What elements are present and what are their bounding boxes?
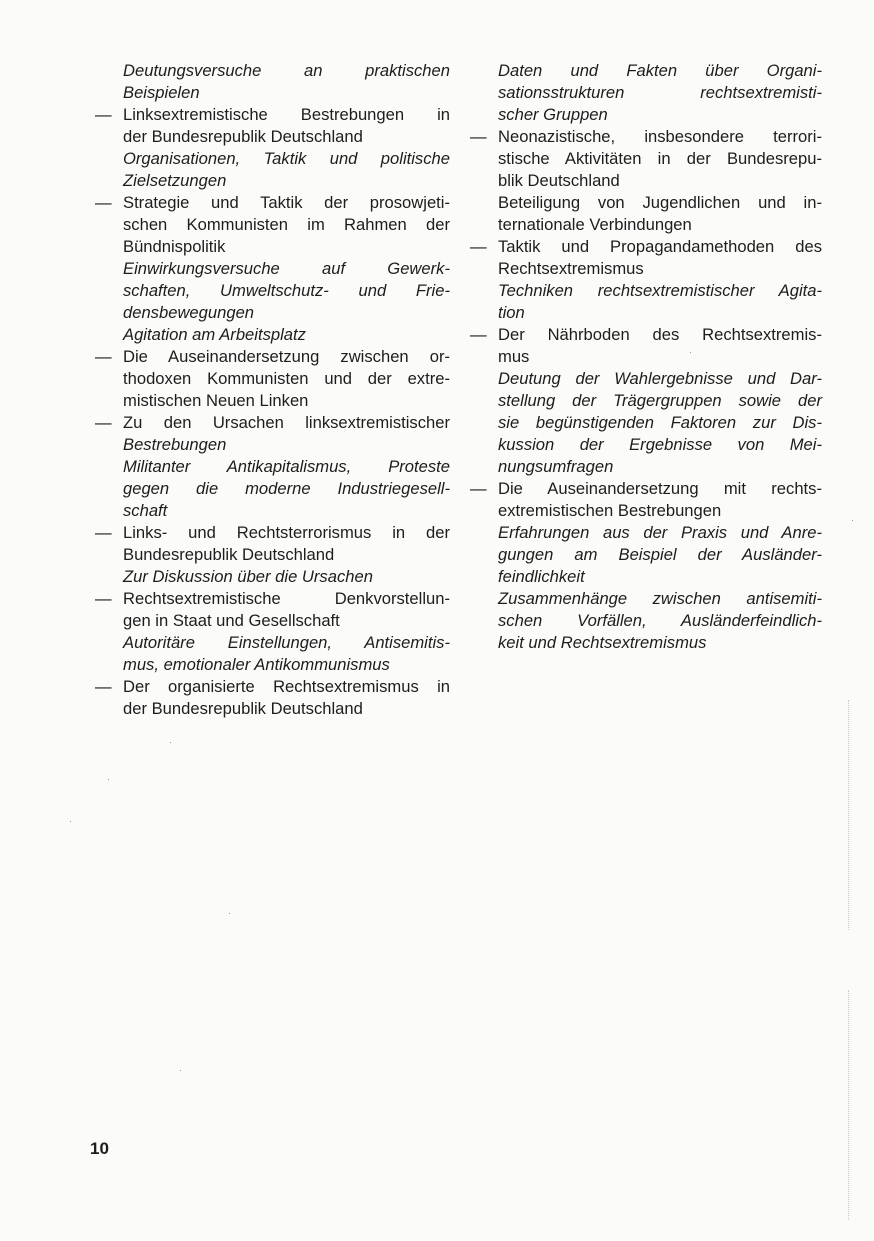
text-line xyxy=(470,346,822,368)
text-line xyxy=(470,280,822,302)
topic-text: blik Deutschland xyxy=(498,171,620,190)
scan-edge-dots xyxy=(848,990,850,1220)
topic-text: Neonazistische, insbesondere terrori- xyxy=(498,127,822,146)
list-dash: — xyxy=(95,347,112,366)
text-line xyxy=(470,610,822,632)
text-line xyxy=(470,456,822,478)
subtopic-text: schen Vorfällen, Ausländerfeindlich- xyxy=(498,611,822,630)
text-line xyxy=(95,258,450,280)
subtopic-text: nungsumfragen xyxy=(498,457,614,476)
topic-text: Rechtsextremismus xyxy=(498,259,644,278)
text-line xyxy=(95,60,450,82)
topic-text: thodoxen Kommunisten und der extre- xyxy=(123,369,450,388)
topic-text: Strategie und Taktik der prosowjeti- xyxy=(123,193,450,212)
topic-text: Taktik und Propagandamethoden des xyxy=(498,237,822,256)
topic-text: Die Auseinandersetzung zwischen or- xyxy=(123,347,450,366)
subtopic-text: scher Gruppen xyxy=(498,105,608,124)
text-line xyxy=(470,302,822,324)
subtopic-text: densbewegungen xyxy=(123,303,255,322)
subtopic-text: gungen am Beispiel der Ausländer- xyxy=(498,545,822,564)
topic-text: Linksextremistische Bestrebungen in xyxy=(123,105,450,124)
text-line xyxy=(95,368,450,390)
subtopic-text: Beispielen xyxy=(123,83,200,102)
text-line xyxy=(95,192,450,214)
topic-text: Zu den Ursachen linksextremistischer xyxy=(123,413,450,432)
topic-text: der Bundesrepublik Deutschland xyxy=(123,699,363,718)
subtopic-text: Organisationen, Taktik und politische xyxy=(123,149,450,168)
subtopic-text: Deutung der Wahlergebnisse und Dar- xyxy=(498,369,822,388)
text-line xyxy=(95,456,450,478)
left-column xyxy=(95,60,450,720)
text-line xyxy=(470,126,822,148)
text-line xyxy=(470,324,822,346)
subtopic-text: sie begünstigenden Faktoren zur Dis- xyxy=(498,413,822,432)
topic-text: mus xyxy=(498,347,530,366)
topic-text: Der organisierte Rechtsextremismus in xyxy=(123,677,450,696)
text-line xyxy=(95,82,450,104)
text-line xyxy=(95,324,450,346)
text-line xyxy=(470,104,822,126)
subtopic-text: schaft xyxy=(123,501,168,520)
topic-text: Beteiligung von Jugendlichen und in- xyxy=(498,193,822,212)
text-line xyxy=(95,280,450,302)
text-line xyxy=(470,566,822,588)
scan-edge-dots xyxy=(848,700,850,930)
text-line xyxy=(470,478,822,500)
subtopic-text: Deutungsversuche an praktischen xyxy=(123,61,450,80)
subtopic-text: Techniken rechtsextremistischer Agita- xyxy=(498,281,822,300)
subtopic-text: tion xyxy=(498,303,525,322)
text-line xyxy=(95,698,450,720)
text-line xyxy=(470,170,822,192)
subtopic-text: schaften, Umweltschutz- und Frie- xyxy=(123,281,450,300)
subtopic-text: Einwirkungsversuche auf Gewerk- xyxy=(123,259,450,278)
topic-text: Bundesrepublik Deutschland xyxy=(123,545,335,564)
page-number: 10 xyxy=(90,1139,109,1158)
subtopic-text: stellung der Trägergruppen sowie der xyxy=(498,391,822,410)
text-line xyxy=(95,104,450,126)
topic-text: ternationale Verbindungen xyxy=(498,215,692,234)
text-line xyxy=(95,412,450,434)
text-line xyxy=(95,214,450,236)
subtopic-text: Militanter Antikapitalismus, Proteste xyxy=(123,457,450,476)
topic-text: Bündnispolitik xyxy=(123,237,226,256)
list-dash: — xyxy=(95,677,112,696)
text-line xyxy=(95,588,450,610)
list-dash: — xyxy=(95,193,112,212)
text-line xyxy=(470,390,822,412)
subtopic-text: Erfahrungen aus der Praxis und Anre- xyxy=(498,523,822,542)
text-line xyxy=(470,588,822,610)
topic-text: der Bundesrepublik Deutschland xyxy=(123,127,363,146)
topic-text: gen in Staat und Gesellschaft xyxy=(123,611,340,630)
topic-text: schen Kommunisten im Rahmen der xyxy=(123,215,450,234)
text-line xyxy=(470,82,822,104)
subtopic-text: Zusammenhänge zwischen antisemiti- xyxy=(498,589,822,608)
topic-text: mistischen Neuen Linken xyxy=(123,391,309,410)
text-line xyxy=(95,522,450,544)
text-line xyxy=(95,566,450,588)
text-line xyxy=(95,126,450,148)
text-line xyxy=(470,544,822,566)
subtopic-text: sationsstrukturen rechtsextremisti- xyxy=(498,83,822,102)
list-dash: — xyxy=(95,105,112,124)
subtopic-text: Daten und Fakten über Organi- xyxy=(498,61,822,80)
list-dash: — xyxy=(470,237,487,256)
topic-text: stische Aktivitäten in der Bundesrepu- xyxy=(498,149,822,168)
subtopic-text: Bestrebungen xyxy=(123,435,227,454)
subtopic-text: kussion der Ergebnisse von Mei- xyxy=(498,435,822,454)
text-line xyxy=(95,610,450,632)
text-line xyxy=(95,148,450,170)
topic-text: Der Nährboden des Rechtsextremis- xyxy=(498,325,822,344)
right-column xyxy=(470,60,822,654)
text-line xyxy=(95,434,450,456)
subtopic-text: Zur Diskussion über die Ursachen xyxy=(123,567,373,586)
list-dash: — xyxy=(470,127,487,146)
text-line xyxy=(95,236,450,258)
text-line xyxy=(95,654,450,676)
text-line xyxy=(470,192,822,214)
text-line xyxy=(470,368,822,390)
text-line xyxy=(470,258,822,280)
text-line xyxy=(95,500,450,522)
text-line xyxy=(95,544,450,566)
list-dash: — xyxy=(470,325,487,344)
text-line xyxy=(470,236,822,258)
subtopic-text: Zielsetzungen xyxy=(123,171,227,190)
text-line xyxy=(470,522,822,544)
topic-text: Die Auseinandersetzung mit rechts- xyxy=(498,479,822,498)
text-line xyxy=(470,148,822,170)
text-line xyxy=(95,478,450,500)
text-line xyxy=(470,434,822,456)
text-line xyxy=(470,632,822,654)
list-dash: — xyxy=(470,479,487,498)
subtopic-text: gegen die moderne Industriegesell- xyxy=(123,479,450,498)
text-line xyxy=(95,632,450,654)
subtopic-text: feindlichkeit xyxy=(498,567,585,586)
text-line xyxy=(95,676,450,698)
topic-text: Rechtsextremistische Denkvorstellun- xyxy=(123,589,450,608)
list-dash: — xyxy=(95,413,112,432)
text-line xyxy=(470,500,822,522)
subtopic-text: keit und Rechtsextremismus xyxy=(498,633,707,652)
subtopic-text: Agitation am Arbeitsplatz xyxy=(123,325,306,344)
topic-text: Links- und Rechtsterrorismus in der xyxy=(123,523,450,542)
list-dash: — xyxy=(95,589,112,608)
subtopic-text: Autoritäre Einstellungen, Antisemitis- xyxy=(123,633,450,652)
text-line xyxy=(95,170,450,192)
text-line xyxy=(470,214,822,236)
subtopic-text: mus, emotionaler Antikommunismus xyxy=(123,655,390,674)
text-line xyxy=(95,346,450,368)
text-line xyxy=(95,302,450,324)
text-line xyxy=(95,390,450,412)
text-line xyxy=(470,412,822,434)
topic-text: extremistischen Bestrebungen xyxy=(498,501,722,520)
list-dash: — xyxy=(95,523,112,542)
text-line xyxy=(470,60,822,82)
